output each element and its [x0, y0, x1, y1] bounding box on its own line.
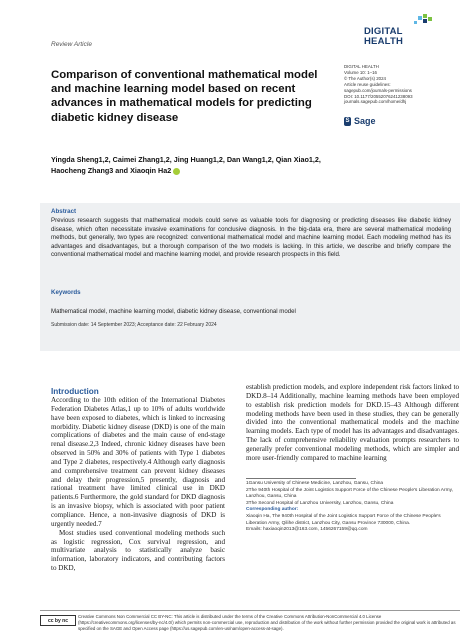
meta-copyright: © The Author(s) 2024 — [344, 75, 386, 81]
article-type: Review Article — [51, 41, 92, 48]
intro-paragraph-2-cont: establish prediction models, and explore independent risk factors linked to DKD.8–14 Additionally, machine learning methods have been employed to establish risk prediction models for DKD.15–43 Although different modeling methods have been used in these studies, they can be generally divided into the conventional mathematical models and the machine learning models. Each type of model has its advantages and disadvantages. The lack of comprehensive reliability evaluation prompts researchers to generally prefer conventional modeling methods, which are simpler and more user-friendly compared to machine learning — [246, 383, 459, 462]
logo-line-1: DIGITAL — [364, 26, 403, 37]
sage-icon: S — [345, 117, 350, 124]
footer-divider — [40, 610, 460, 611]
corresponding-author: Xiaoqin Ha, The 940th Hospital of the Joint Logistics Support Force of the Chinese People's Liberation Army, Qilihe district, Lanzhou City, Gansu Province 730000, China. — [246, 513, 441, 526]
keywords-text: Mathematical model, machine learning model, diabetic kidney disease, conventional model — [51, 308, 296, 315]
keywords-heading: Keywords — [51, 289, 81, 296]
body-column-right — [246, 383, 459, 463]
affiliation-divider — [246, 478, 356, 479]
publisher-logo — [344, 116, 376, 126]
logo-line-2: HEALTH — [364, 36, 404, 47]
authors-line-1: Yingda Sheng1,2, Caimei Zhang1,2, Jing Huang1,2, Dan Wang1,2, Qian Xiao1,2, — [51, 155, 321, 164]
corresponding-author-heading: Corresponding author: — [246, 507, 299, 513]
article-title: Comparison of conventional mathematical model and machine learning model based on recent advances in mathematical models for predicting diabetic kidney disease — [51, 69, 318, 124]
introduction-heading: Introduction — [51, 387, 99, 396]
cc-license-icon: cc by nc — [47, 617, 68, 624]
meta-reuse-link[interactable]: sagepub.com/journals-permissions — [344, 87, 412, 93]
meta-doi[interactable]: DOI: 10.1177/20552076241238093 — [344, 93, 413, 99]
journal-logo — [354, 14, 444, 54]
meta-journal: DIGITAL HEALTH — [344, 64, 379, 69]
publisher-name: Sage — [354, 116, 376, 126]
affiliations — [246, 481, 459, 534]
author-emails[interactable]: Emails: haxiaoqin2013@163.com, 1456267159@qq.com — [246, 527, 368, 533]
intro-paragraph-2: Most studies used conventional modeling methods such as logistic regression, Cox survival regression, and multivariate analysis to statistically analyze basic information, laboratory indicators, and contributing factors to DKD, — [51, 528, 225, 573]
abstract-text: Previous research suggests that mathematical models could serve as valuable tools for diagnosing or predicting diseases like diabetic kidney disease, which often necessitate invasive examinations for conclusive diagnosis. In the big-data era, there are several mathematical modeling methods, but generally, two types are recognized: conventional mathematical model and machine learning model. Each modeling method has its advantages and disadvantages, but a thorough comparison of the two models is lacking. In this article, we describe and briefly compare the conventional mathematical model and machine learning model, and provide research prospects in this field. — [51, 217, 451, 258]
logo-dots-icon — [410, 14, 434, 28]
author-list — [51, 154, 391, 177]
affiliation-3: 3The Second Hospital of Lanzhou University, Lanzhou, Gansu, China — [246, 500, 394, 506]
meta-volume: Volume 10: 1–16 — [344, 69, 377, 75]
intro-paragraph-1: According to the 10th edition of the International Diabetes Federation Diabetes Atlas,1 up to 10% of adults worldwide have been exposed to diabetes, which is linked to increasing morbidity. Diabetic kidney disease (DKD) is one of the main complications of diabetes and the main cause of end-stage renal disease.2,3 Indeed, chronic kidney diseases have been observed in 50% and 30% of patients with Type 1 diabetes and Type 2 diabetes, respectively.4 Although early diagnosis and comprehensive treatment can prevent kidney diseases and delay their progression,5 presently, diagnosis and rational treatment have limited clinical use in DKD patients.6 Furthermore, the gold standard for DKD diagnosis is an invasive biopsy, which is associated with poor patient compliance. Hence, a non-invasive diagnosis of DKD is urgently needed.7 — [51, 396, 225, 528]
article-meta — [344, 64, 454, 105]
orcid-icon[interactable] — [173, 168, 180, 175]
affiliation-1: 1Gansu University of Chinese Medicine, Lanzhou, Gansu, China — [246, 481, 384, 486]
cc-license-badge[interactable] — [40, 615, 76, 626]
abstract-heading: Abstract — [51, 208, 77, 215]
meta-journal-link[interactable]: journals.sagepub.com/home/dhj — [344, 99, 407, 105]
body-column-left — [51, 396, 225, 573]
license-text: Creative Commons Non Commercial CC BY-NC: This article is distributed under the terms of the Creative Commons Attribution-NonCommercial 4.0 License (https://creativecommons.org/licenses/by-nc/4.0/) which permits non-commercial use, reproduction and distribution of the work without further permission provided the original work is attributed as specified on the SAGE and Open Access page (https://us.sagepub.com/en-us/nam/open-access-at-sage). — [78, 614, 456, 631]
affiliation-2: 2The 940th Hospital of the Joint Logistics Support Force of the Chinese People's Liberation Army, Lanzhou, Gansu, China — [246, 487, 453, 500]
authors-line-2: Haocheng Zhang3 and Xiaoqin Ha2 — [51, 166, 172, 176]
submission-dates: Submission date: 14 September 2023; Acceptance date: 22 February 2024 — [51, 322, 217, 328]
meta-reuse: Article reuse guidelines: — [344, 81, 391, 87]
